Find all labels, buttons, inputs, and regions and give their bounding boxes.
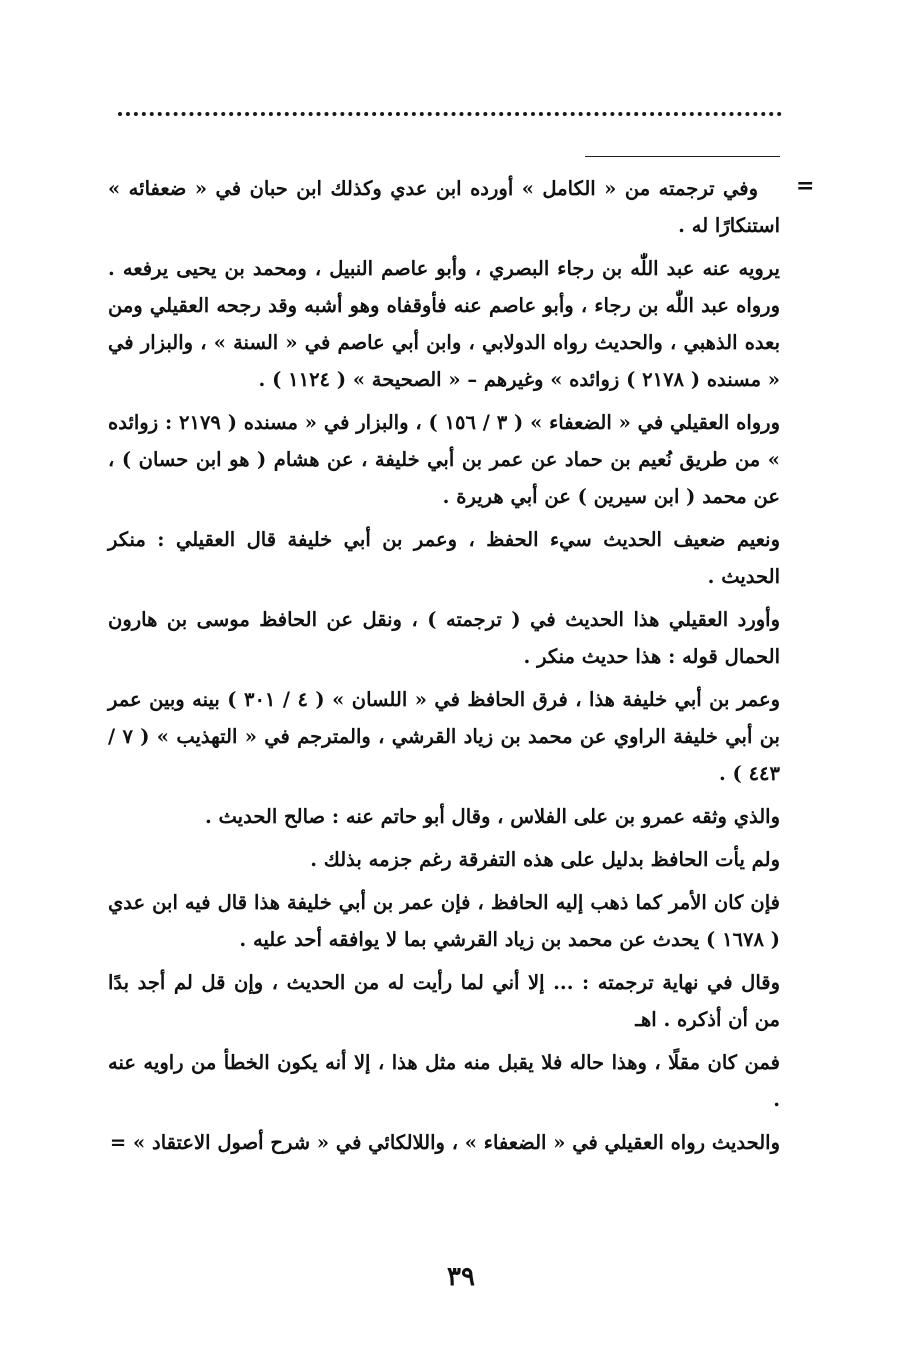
- paragraph-10: وقال في نهاية ترجمته : ... إلا أني لما رأيت له من الحديث ، وإن قل لم أجد بدًا من أن أذكره . اهـ: [108, 971, 780, 1031]
- footnote-rule: [585, 156, 780, 157]
- paragraph-11: فمن كان مقلًا ، وهذا حاله فلا يقبل منه مثل هذا ، إلا أنه يكون الخطأ من راويه عنه .: [108, 1051, 780, 1111]
- footnote-text: [108, 170, 780, 1161]
- paragraph-12: والحديث رواه العقيلي في « الضعفاء » ، واللالكائي في « شرح أصول الاعتقاد » =: [109, 1131, 780, 1154]
- dotted-separator: [118, 112, 782, 116]
- page-number: ٣٩: [447, 1262, 475, 1292]
- paragraph-4: ونعيم ضعيف الحديث سيء الحفظ ، وعمر بن أبي خليفة قال العقيلي : منكر الحديث .: [108, 528, 780, 588]
- paragraph-5: وأورد العقيلي هذا الحديث في ( ترجمته ) ، ونقل عن الحافظ موسى بن هارون الحمال قوله : هذا حديث منكر .: [108, 608, 780, 668]
- paragraph-1: وفي ترجمته من « الكامل » أورده ابن عدي وكذلك ابن حبان في « ضعفائه » استنكارًا له .: [108, 177, 780, 237]
- paragraph-6: وعمر بن أبي خليفة هذا ، فرق الحافظ في « اللسان » ( ٤ / ٣٠١ ) بينه وبين عمر بن أبي خليفة الراوي عن محمد بن زياد القرشي ، والمترجم في « التهذيب » ( ٧ / ٤٤٣ ) .: [108, 688, 780, 785]
- paragraph-3: ورواه العقيلي في « الضعفاء » ( ٣ / ١٥٦ ) ، والبزار في « مسنده ( ٢١٧٩ : زوائده » من طريق نُعيم بن حماد عن عمر بن أبي خليفة ، عن هشام ( هو ابن حسان ) ، عن محمد ( ابن سيرين ) عن أبي هريرة .: [108, 411, 780, 508]
- paragraph-8: ولم يأت الحافظ بدليل على هذه التفرقة رغم جزمه بذلك .: [310, 848, 780, 871]
- paragraph-7: والذي وثقه عمرو بن على الفلاس ، وقال أبو حاتم عنه : صالح الحديث .: [204, 805, 780, 828]
- paragraph-9: فإن كان الأمر كما ذهب إليه الحافظ ، فإن عمر بن أبي خليفة هذا قال فيه ابن عدي ( ١٦٧٨ ) يحدث عن محمد بن زياد القرشي بما لا يوافقه أحد عليه .: [108, 891, 780, 951]
- footnote-continuation-mark: =: [796, 173, 815, 199]
- paragraph-2: يرويه عنه عبد اللّٰه بن رجاء البصري ، وأبو عاصم النبيل ، ومحمد بن يحيى يرفعه . ورواه عبد اللّٰه بن رجاء ، وأبو عاصم عنه فأوقفاه وهو أشبه وقد رجحه العقيلي ومن بعده الذهبي ، والحديث رواه الدولابي ، وابن أبي عاصم في « السنة » ، والبزار في « مسنده ( ٢١٧٨ ) زوائده » وغيرهم – « الصحيحة » ( ١١٢٤ ) .: [108, 257, 780, 391]
